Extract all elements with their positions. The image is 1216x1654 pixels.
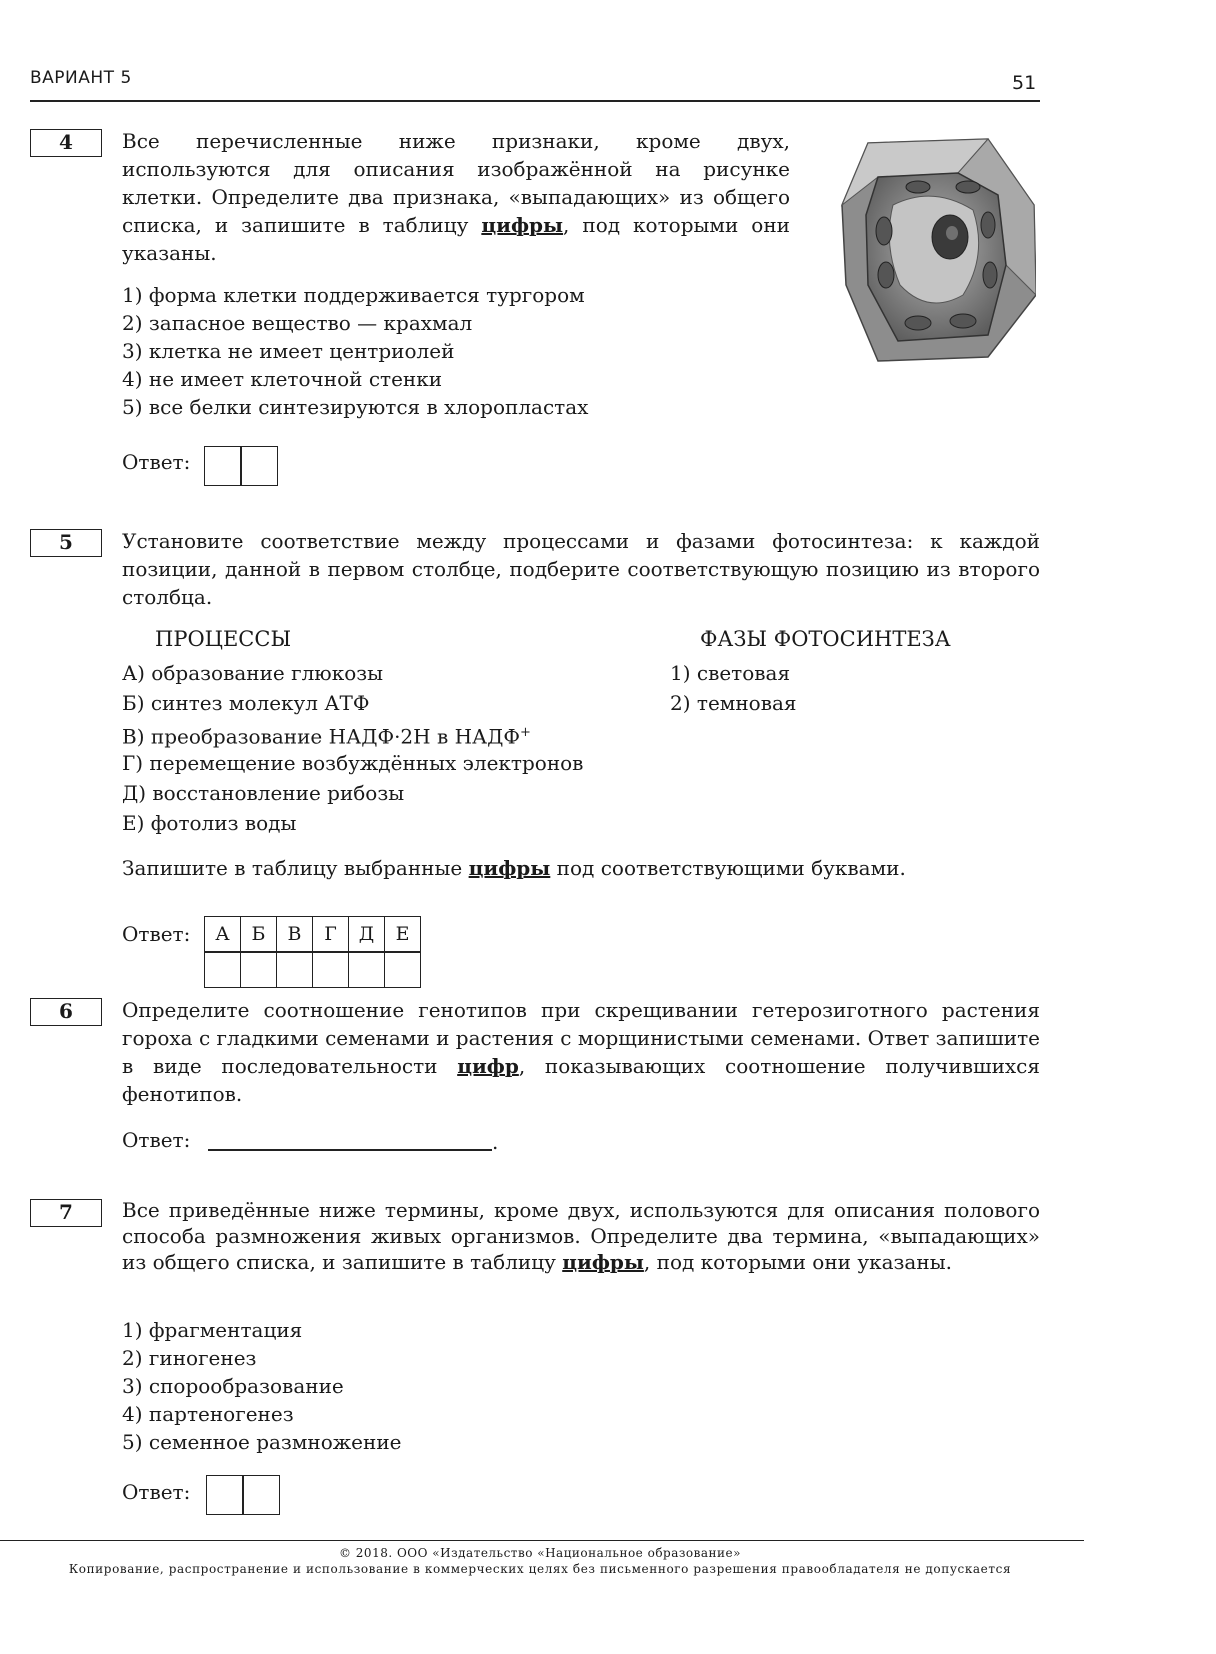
question-4-answer-cell-1[interactable] <box>204 446 242 486</box>
question-7-option-5: 5) семенное размножение <box>122 1430 402 1454</box>
process-item-a: А) образование глюкозы <box>122 661 384 685</box>
table-header-g: Г <box>312 916 349 953</box>
table-answer-b[interactable] <box>240 951 277 988</box>
process-item-e: Е) фотолиз воды <box>122 811 297 835</box>
question-6-text: Определите соотношение генотипов при скрещивании гетерозиготного растения гороха с гладкими семенами и растения с морщинистыми семенами. Ответ запишите в виде последовательности цифр, показывающих соотношение получившихся фенотипов. <box>122 998 1040 1106</box>
table-answer-e[interactable] <box>384 951 421 988</box>
phase-item-2: 2) темновая <box>670 691 797 715</box>
header-divider <box>30 100 1040 102</box>
question-5-text: Установите соответствие между процессами и фазами фотосинтеза: к каждой позиции, данной в первом столбце, подберите соответствующую позицию из второго столбца. <box>122 529 1040 609</box>
question-4-number: 4 <box>30 129 102 157</box>
table-header-e: Е <box>384 916 421 953</box>
question-7-answer-cell-1[interactable] <box>206 1475 244 1515</box>
footer-divider <box>0 1540 1084 1541</box>
question-5-number: 5 <box>30 529 102 557</box>
question-6-answer-line[interactable] <box>208 1149 492 1151</box>
table-header-a: А <box>204 916 241 953</box>
question-7-text: Все приведённые ниже термины, кроме двух, используются для описания полового способа размножения живых организмов. Определите два термина, «выпадающих» из общего списка, и запишите в таблицу цифры, под которыми они указаны. <box>122 1198 1040 1274</box>
phases-header: ФАЗЫ ФОТОСИНТЕЗА <box>700 627 951 651</box>
question-6-answer-label: Ответ: <box>122 1128 191 1152</box>
table-answer-a[interactable] <box>204 951 241 988</box>
question-4-option-5: 5) все белки синтезируются в хлоропластах <box>122 395 589 419</box>
question-6-number: 6 <box>30 998 102 1026</box>
phase-item-1: 1) световая <box>670 661 791 685</box>
question-4-option-3: 3) клетка не имеет центриолей <box>122 339 455 363</box>
question-7-option-4: 4) партеногенез <box>122 1402 294 1426</box>
table-answer-d[interactable] <box>348 951 385 988</box>
question-4-option-1: 1) форма клетки поддерживается тургором <box>122 283 585 307</box>
question-4-option-2: 2) запасное вещество — крахмал <box>122 311 473 335</box>
process-item-b: Б) синтез молекул АТФ <box>122 691 370 715</box>
plant-cell-illustration-icon <box>838 135 1036 367</box>
question-7-option-3: 3) спорообразование <box>122 1374 344 1398</box>
table-header-d: Д <box>348 916 385 953</box>
question-4-answer-cell-2[interactable] <box>240 446 278 486</box>
processes-header: ПРОЦЕССЫ <box>155 627 292 651</box>
question-7-option-2: 2) гиногенез <box>122 1346 257 1370</box>
question-4-text: Все перечисленные ниже признаки, кроме двух, используются для описания изображённой на рисунке клетки. Определите два признака, «выпадающих» из общего списка, и запишите в таблицу цифры, под которыми они указаны. <box>122 129 790 265</box>
table-header-b: Б <box>240 916 277 953</box>
table-answer-g[interactable] <box>312 951 349 988</box>
question-7-answer-cell-2[interactable] <box>242 1475 280 1515</box>
footer-notice: Копирование, распространение и использование в коммерческих целях без письменного разрешения правообладателя не допускается <box>68 1562 1012 1576</box>
process-item-v: В) преобразование НАДФ·2Н в НАДФ+ <box>122 724 531 749</box>
process-item-d: Д) восстановление рибозы <box>122 781 405 805</box>
variant-label: ВАРИАНТ 5 <box>30 68 132 88</box>
page-number: 51 <box>1012 72 1037 94</box>
question-5-answer-label: Ответ: <box>122 922 191 946</box>
question-5-instruction: Запишите в таблицу выбранные цифры под соответствующими буквами. <box>122 856 906 880</box>
table-answer-v[interactable] <box>276 951 313 988</box>
question-6-answer-period: . <box>492 1130 499 1154</box>
question-4-option-4: 4) не имеет клеточной стенки <box>122 367 443 391</box>
process-item-g: Г) перемещение возбуждённых электронов <box>122 751 584 775</box>
table-header-v: В <box>276 916 313 953</box>
question-7-option-1: 1) фрагментация <box>122 1318 303 1342</box>
question-4-answer-label: Ответ: <box>122 450 191 474</box>
question-7-answer-label: Ответ: <box>122 1480 191 1504</box>
footer-copyright: © 2018. ООО «Издательство «Национальное образование» <box>338 1546 741 1560</box>
question-7-number: 7 <box>30 1199 102 1227</box>
